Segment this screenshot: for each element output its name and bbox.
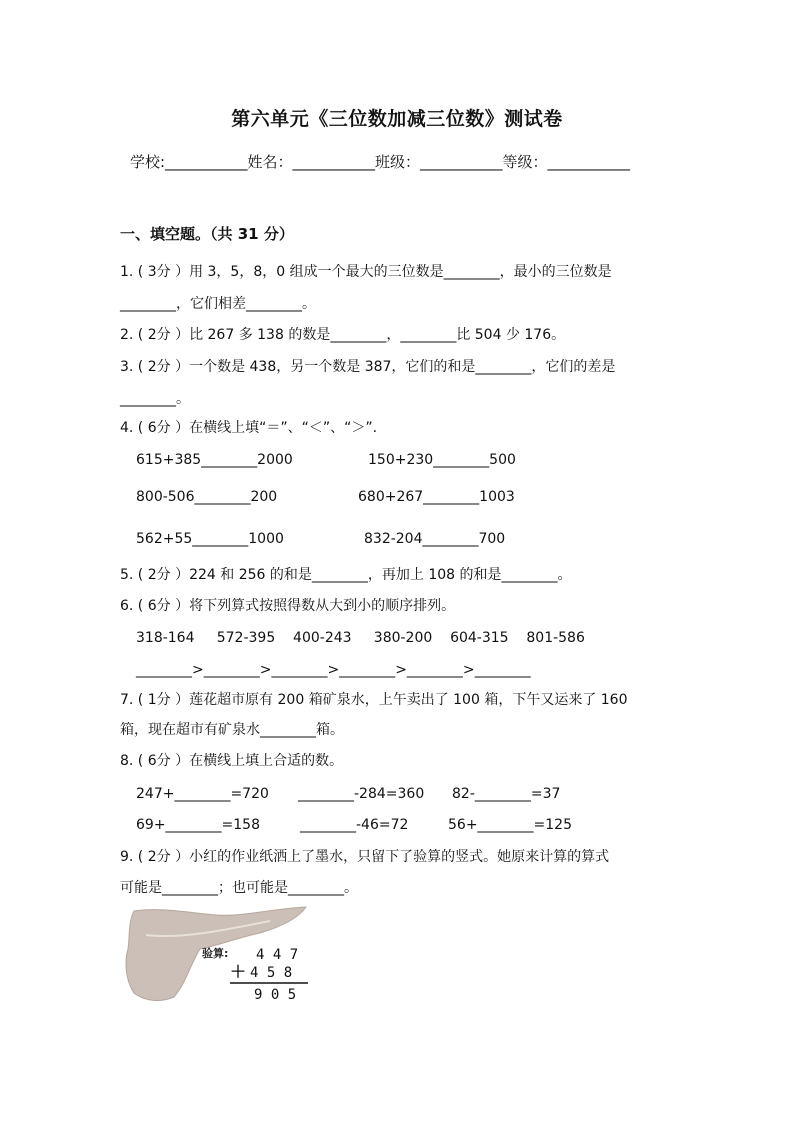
- fig-plus-sign: ＋: [230, 962, 247, 981]
- question-9-line-1: 9. ( 2分 ）小红的作业纸洒上了墨水，只留下了验算的竖式。她原来计算的算式: [120, 849, 610, 865]
- question-6-expressions: 318-164 572-395 400-243 380-200 604-315 801-586: [136, 630, 585, 646]
- question-2-line-1: 2. ( 2分 ）比 267 多 138 的数是________，________比 504 少 176。: [120, 327, 566, 343]
- section-heading-fill-in: 一、填空题。（共 31 分）: [120, 225, 294, 243]
- question-3-line-2: ________。: [120, 391, 190, 407]
- question-6-line-1: 6. ( 6分 ）将下列算式按照得数从大到小的顺序排列。: [120, 598, 456, 614]
- question-8-line-1: 8. ( 6分 ）在横线上填上合适的数。: [120, 753, 344, 769]
- header-fields: 学校:___________姓名：___________班级：___________等级：___________: [130, 153, 631, 171]
- question-8-row-1-a: 247+________=720: [136, 786, 269, 802]
- question-9-line-2: 可能是________；也可能是________。: [120, 880, 358, 896]
- question-4-row-1-left: 615+385________2000: [136, 452, 293, 468]
- question-8-row-1-b: ________-284=360: [298, 786, 425, 802]
- question-1-line-2: ________，它们相差________。: [120, 296, 316, 312]
- fig-result-number: 9 0 5: [254, 987, 297, 1003]
- question-3-line-1: 3. ( 2分 ）一个数是 438，另一个数是 387，它们的和是________，它们的差是: [120, 359, 616, 375]
- ink-stain-verification-figure: [120, 905, 312, 1005]
- fig-label: 验算:: [202, 947, 229, 960]
- question-5-line-1: 5. ( 2分 ）224 和 256 的和是________，再加上 108 的和是________。: [120, 567, 572, 583]
- question-8-row-2-c: 56+________=125: [448, 817, 572, 833]
- question-4-line-1: 4. ( 6分 ）在横线上填“＝”、“＜”、“＞”.: [120, 420, 378, 436]
- fig-mid-number: 4 5 8: [250, 965, 293, 981]
- question-8-row-2-a: 69+________=158: [136, 817, 260, 833]
- fig-top-number: 4 4 7: [256, 947, 299, 963]
- question-4-row-2-right: 680+267________1003: [358, 489, 515, 505]
- question-8-row-2-b: ________-46=72: [300, 817, 409, 833]
- question-6-order-blanks: ________>________>________>________>________>________: [136, 662, 531, 678]
- question-4-row-3-right: 832-204________700: [364, 531, 506, 547]
- question-1-line-1: 1. ( 3分 ）用 3，5，8，0 组成一个最大的三位数是________，最小的三位数是: [120, 264, 612, 280]
- question-4-row-2-left: 800-506________200: [136, 489, 278, 505]
- question-7-line-1: 7. ( 1分 ）莲花超市原有 200 箱矿泉水，上午卖出了 100 箱，下午又运来了 160: [120, 692, 628, 708]
- question-4-row-1-right: 150+230________500: [368, 452, 516, 468]
- question-8-row-1-c: 82-________=37: [452, 786, 561, 802]
- page-title: 第六单元《三位数加减三位数》测试卷: [231, 108, 563, 130]
- question-4-row-3-left: 562+55________1000: [136, 531, 284, 547]
- question-7-line-2: 箱，现在超市有矿泉水________箱。: [120, 722, 344, 738]
